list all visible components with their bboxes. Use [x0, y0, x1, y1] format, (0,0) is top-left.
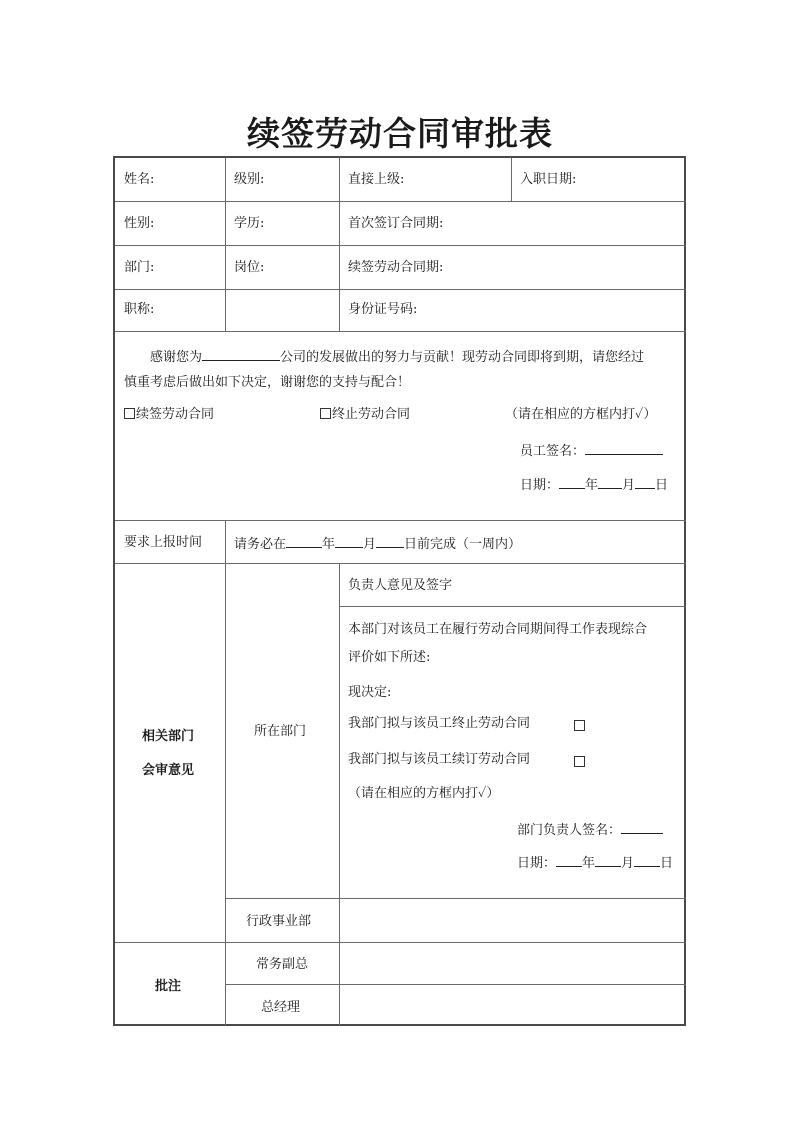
- review-date: [517, 854, 673, 872]
- review-day-label: 日: [660, 856, 674, 871]
- review-year-label: 年: [582, 856, 596, 871]
- entry-date-label: 入职日期:: [520, 172, 577, 187]
- level-label: 级别:: [234, 172, 265, 187]
- admin-dept-label: 行政事业部: [246, 914, 312, 929]
- row-divider: [115, 331, 686, 332]
- review-month-label: 月: [621, 856, 635, 871]
- deadline-prefix: 请务必在: [234, 537, 287, 552]
- thanks-prefix: 感谢您为: [150, 350, 203, 365]
- terminate-checkbox[interactable]: [320, 408, 331, 419]
- month-blank[interactable]: [598, 476, 622, 489]
- choice-renew-checkbox[interactable]: [574, 756, 585, 767]
- education-label: 学历:: [234, 216, 265, 231]
- review-date-label: 日期：: [517, 856, 557, 871]
- deadline-year-blank[interactable]: [286, 535, 322, 548]
- option-renew-label: 续签劳动合同: [136, 407, 215, 422]
- choice-terminate-label: 我部门拟与该员工终止劳动合同: [348, 716, 531, 731]
- department-label: 部门:: [124, 260, 155, 275]
- col-divider: [225, 563, 226, 1026]
- review-instruction: （请在相应的方框内打✓）: [348, 786, 500, 801]
- deadline-text: [234, 535, 521, 553]
- head-sign-blank[interactable]: [621, 821, 663, 834]
- deadline-suffix: 日前完成（一周内）: [404, 537, 522, 552]
- letter-line-1: [150, 348, 644, 366]
- vp-label: 常务副总: [256, 957, 309, 972]
- dept-label: 所在部门: [254, 724, 307, 739]
- review-section-label-1: 相关部门: [142, 729, 195, 744]
- review-month-blank[interactable]: [595, 854, 621, 867]
- id-number-label: 身份证号码:: [348, 302, 418, 317]
- option-terminate[interactable]: [320, 407, 410, 423]
- letter-instruction: （请在相应的方框内打✓）: [505, 407, 657, 422]
- choice-renew-label: 我部门拟与该员工续订劳动合同: [348, 752, 531, 767]
- renew-period-label: 续签劳动合同期:: [348, 260, 444, 275]
- row-divider: [115, 245, 686, 246]
- date-label: 日期：: [520, 478, 560, 493]
- row-divider: [115, 563, 686, 564]
- company-blank: [202, 348, 280, 361]
- gender-label: 性别:: [124, 216, 155, 231]
- approval-label: 批注: [155, 979, 182, 994]
- day-label: 日: [655, 478, 669, 493]
- thanks-suffix: 公司的发展做出的努力与贡献！现劳动合同即将到期，请您经过: [280, 350, 645, 365]
- col-divider: [225, 520, 226, 563]
- month-label: 月: [622, 478, 636, 493]
- col-divider: [511, 158, 512, 201]
- name-label: 姓名:: [124, 172, 155, 187]
- review-day-blank[interactable]: [634, 854, 660, 867]
- renew-checkbox[interactable]: [124, 408, 135, 419]
- title-rank-label: 职称:: [124, 302, 155, 317]
- eval-line-2: 评价如下所述:: [348, 650, 431, 665]
- deadline-day-blank[interactable]: [376, 535, 404, 548]
- gm-label: 总经理: [261, 1000, 301, 1015]
- deadline-month: 月: [363, 537, 377, 552]
- letter-date: [520, 476, 668, 494]
- row-divider: [339, 606, 686, 607]
- col-divider: [225, 158, 226, 331]
- deadline-label: 要求上报时间: [124, 535, 203, 550]
- eval-line-1: 本部门对该员工在履行劳动合同期间得工作表现综合: [348, 622, 648, 637]
- head-sign: [517, 821, 663, 839]
- first-contract-label: 首次签订合同期:: [348, 216, 444, 231]
- row-divider: [225, 984, 686, 985]
- year-blank[interactable]: [559, 476, 585, 489]
- supervisor-label: 直接上级:: [348, 172, 405, 187]
- row-divider: [115, 520, 686, 521]
- option-terminate-label: 终止劳动合同: [332, 407, 411, 422]
- employee-sign: [520, 442, 663, 460]
- head-sign-label: 部门负责人签名：: [517, 823, 622, 838]
- row-divider: [225, 898, 686, 899]
- letter-line-2: 慎重考虑后做出如下决定，谢谢您的支持与配合！: [124, 375, 411, 390]
- col-divider: [339, 158, 340, 331]
- col-divider: [339, 563, 340, 1026]
- page-title: 续签劳动合同审批表: [247, 114, 553, 153]
- day-blank[interactable]: [635, 476, 655, 489]
- decision-label: 现决定:: [348, 685, 392, 700]
- approval-form: [113, 156, 686, 1026]
- deadline-year: 年: [322, 537, 336, 552]
- employee-sign-label: 员工签名：: [520, 444, 586, 459]
- row-divider: [115, 201, 686, 202]
- row-divider: [115, 289, 686, 290]
- row-divider: [115, 942, 686, 943]
- employee-sign-blank[interactable]: [585, 442, 663, 455]
- option-renew[interactable]: [124, 407, 214, 423]
- position-label: 岗位:: [234, 260, 265, 275]
- year-label: 年: [585, 478, 599, 493]
- review-section-label-2: 会审意见: [142, 763, 195, 778]
- choice-terminate-checkbox[interactable]: [574, 720, 585, 731]
- deadline-month-blank[interactable]: [335, 535, 363, 548]
- head-opinion-title: 负责人意见及签字: [348, 578, 453, 593]
- review-year-blank[interactable]: [556, 854, 582, 867]
